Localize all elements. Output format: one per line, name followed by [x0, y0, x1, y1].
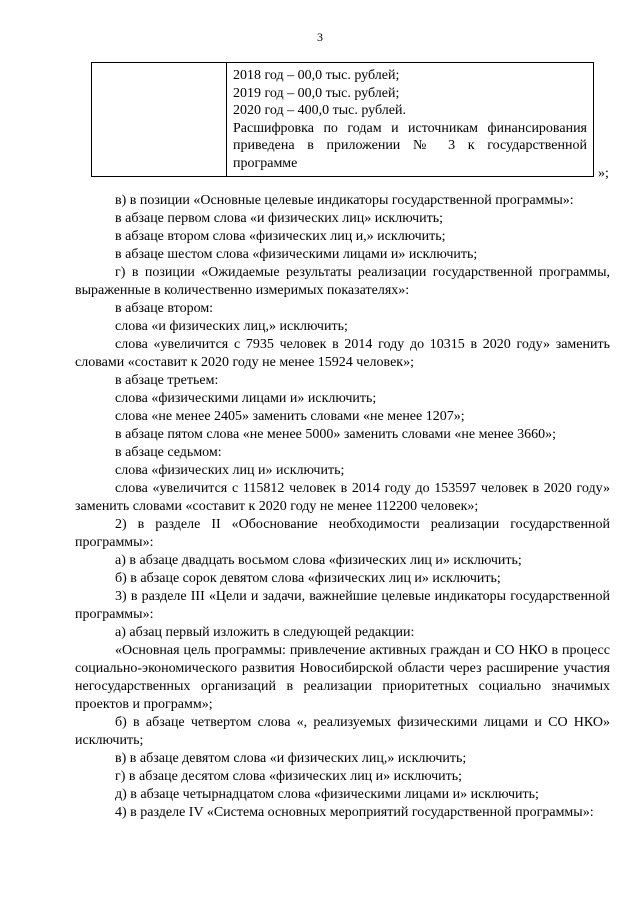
- paragraph: 2) в разделе II «Обоснование необходимости реализации государственной программы»:: [75, 517, 610, 550]
- paragraph: в) в позиции «Основные целевые индикаторы государственной программы»:: [115, 193, 574, 208]
- document-body: [75, 192, 610, 822]
- paragraph: 4) в разделе IV «Система основных мероприятий государственной программы»:: [115, 805, 594, 820]
- paragraph: в абзаце втором:: [115, 301, 214, 316]
- paragraph: в) в абзаце девятом слова «и физических лиц,» исключить;: [115, 751, 467, 766]
- paragraph: а) абзац первый изложить в следующей редакции:: [115, 625, 415, 640]
- closing-quote: »;: [598, 166, 609, 181]
- table-line: 2018 год – 00,0 тыс. рублей;: [233, 68, 400, 83]
- paragraph: г) в абзаце десятом слова «физических лиц и» исключить;: [115, 769, 463, 784]
- table-cell: [233, 67, 587, 172]
- paragraph: в абзаце втором слова «физических лиц и,» исключить;: [115, 229, 446, 244]
- page-number: 3: [317, 30, 323, 44]
- paragraph: б) в абзаце четвертом слова «, реализуемых физическими лицами и СО НКО» исключить;: [75, 715, 610, 748]
- paragraph: в абзаце первом слова «и физических лиц» исключить;: [115, 211, 444, 226]
- paragraph: 3) в разделе III «Цели и задачи, важнейшие целевые индикаторы государственной программы»:: [75, 589, 610, 622]
- paragraph: слова «физическими лицами и» исключить;: [115, 391, 377, 406]
- paragraph: б) в абзаце сорок девятом слова «физических лиц и» исключить;: [115, 571, 501, 586]
- table-column-divider: [226, 63, 227, 176]
- paragraph: «Основная цель программы: привлечение активных граждан и СО НКО в процесс социально-экономического развития Новосибирской области через расширение участия негосударственных организаций в реализации приоритетных социально значимых проектов и программ»;: [75, 643, 610, 712]
- paragraph: д) в абзаце четырнадцатом слова «физическими лицами и» исключить;: [115, 787, 539, 802]
- paragraph: слова «и физических лиц,» исключить;: [115, 319, 348, 334]
- table-line: 2020 год – 400,0 тыс. рублей.: [233, 103, 406, 118]
- paragraph: в абзаце пятом слова «не менее 5000» заменить словами «не менее 3660»;: [115, 427, 556, 442]
- paragraph: а) в абзаце двадцать восьмом слова «физических лиц и» исключить;: [115, 553, 522, 568]
- paragraph: в абзаце шестом слова «физическими лицами и» исключить;: [115, 247, 478, 262]
- table-line: 2019 год – 00,0 тыс. рублей;: [233, 85, 400, 101]
- paragraph: слова «увеличится с 7935 человек в 2014 году до 10315 в 2020 году» заменить словами «составит к 2020 году не менее 15924 человек»;: [75, 337, 610, 370]
- paragraph: в абзаце третьем:: [115, 373, 219, 388]
- table-note: Расшифровка по годам и источникам финансирования приведена в приложении № 3 к государственной программе: [233, 120, 587, 171]
- paragraph: слова «не менее 2405» заменить словами «не менее 1207»;: [115, 409, 465, 424]
- paragraph: г) в позиции «Ожидаемые результаты реализации государственной программы, выраженные в количественно измеримых показателях»:: [75, 265, 610, 298]
- paragraph: слова «физических лиц и» исключить;: [115, 463, 345, 478]
- paragraph: слова «увеличится с 115812 человек в 2014 году до 153597 человек в 2020 году» заменить словами «составит к 2020 году не менее 112200 человек»;: [75, 481, 610, 514]
- paragraph: в абзаце седьмом:: [115, 445, 222, 460]
- financing-table: [91, 62, 594, 177]
